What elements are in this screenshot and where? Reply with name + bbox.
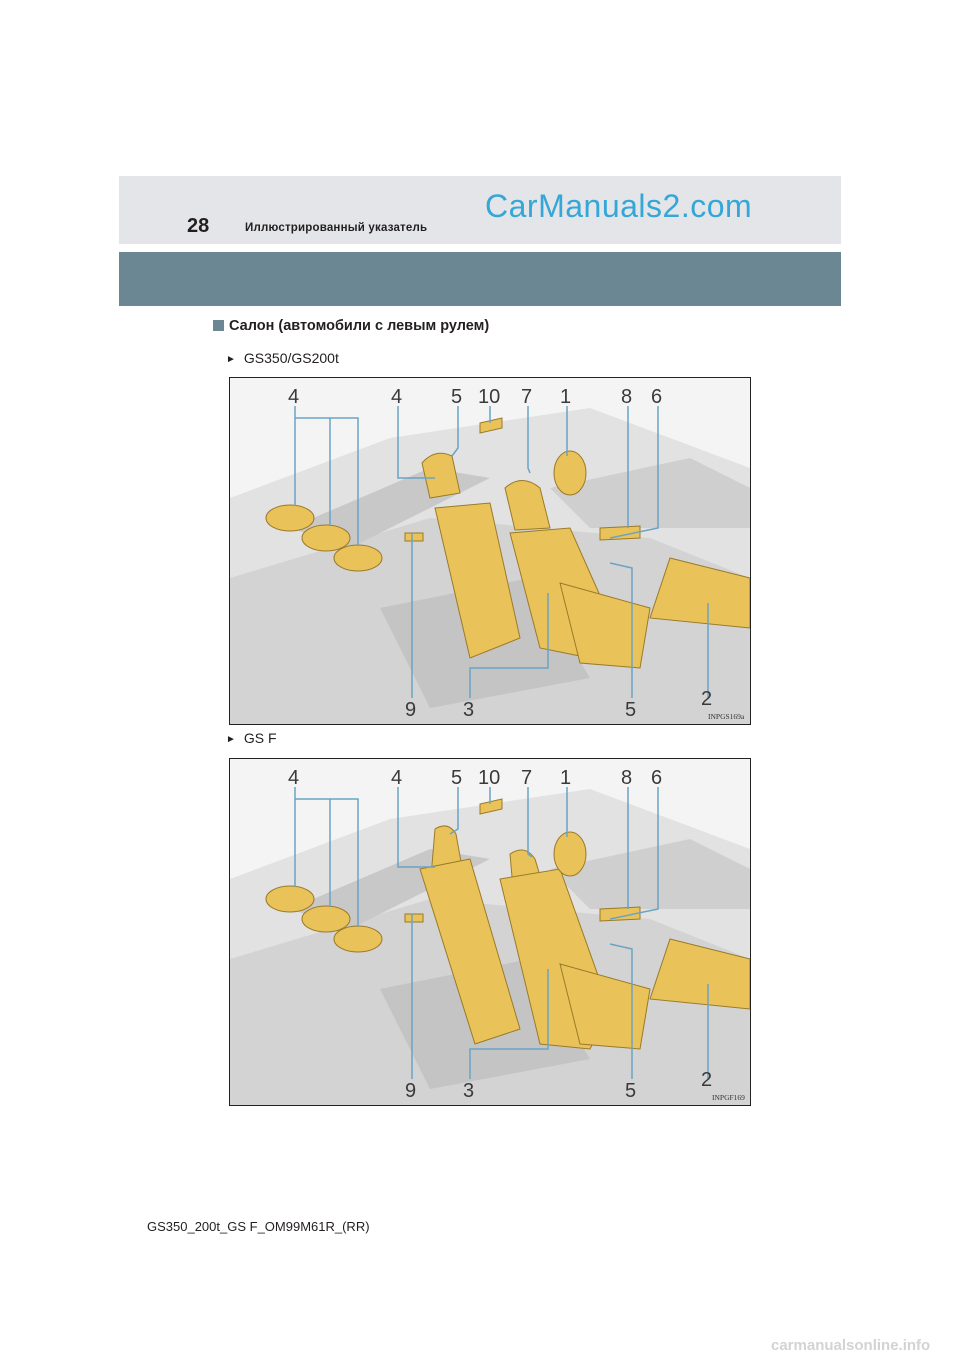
interior-illustration-gsf	[229, 758, 751, 1106]
callout-6: 6	[651, 767, 663, 789]
variant-label-text: GS F	[243, 730, 277, 746]
callout-6: 6	[651, 386, 663, 408]
section-title: Иллюстрированный указатель	[245, 222, 428, 234]
variant-label-1	[226, 350, 339, 366]
callout-1: 1	[560, 386, 572, 408]
callout-10: 10	[478, 386, 501, 408]
subsection-title-text: Салон (автомобили с левым рулем)	[229, 318, 490, 334]
callout-2: 2	[701, 688, 713, 710]
site-watermark: carmanualsonline.info	[771, 1337, 931, 1354]
figure-code: INPGS169a	[708, 712, 745, 721]
callout-7: 7	[521, 767, 533, 789]
callout-5: 5	[451, 386, 463, 408]
figure-code: INPGF169	[712, 1093, 745, 1102]
callout-1: 1	[560, 767, 572, 789]
subsection-title	[213, 318, 489, 334]
callout-5: 5	[625, 1080, 637, 1102]
accent-band	[119, 252, 841, 306]
callout-4: 4	[391, 767, 403, 789]
interior-illustration-gs350	[229, 377, 751, 725]
footer-manual-code: GS350_200t_GS F_OM99M61R_(RR)	[147, 1219, 370, 1234]
callout-4: 4	[288, 767, 300, 789]
callout-3: 3	[463, 699, 475, 721]
variant-label-text: GS350/GS200t	[243, 350, 339, 366]
callout-10: 10	[478, 767, 501, 789]
callout-4: 4	[288, 386, 300, 408]
callout-8: 8	[621, 386, 633, 408]
callout-8: 8	[621, 767, 633, 789]
square-bullet-icon	[213, 320, 224, 331]
callout-7: 7	[521, 386, 533, 408]
callout-2: 2	[701, 1069, 713, 1091]
variant-label-2	[226, 730, 277, 746]
arrow-bullet-icon: ►	[226, 734, 236, 745]
callout-5: 5	[451, 767, 463, 789]
callout-3: 3	[463, 1080, 475, 1102]
callout-9: 9	[405, 699, 417, 721]
callout-4: 4	[391, 386, 403, 408]
watermark: CarManuals2.com	[485, 188, 753, 224]
callout-9: 9	[405, 1080, 417, 1102]
callout-5: 5	[625, 699, 637, 721]
arrow-bullet-icon: ►	[226, 354, 236, 365]
page-number: 28	[187, 215, 210, 237]
